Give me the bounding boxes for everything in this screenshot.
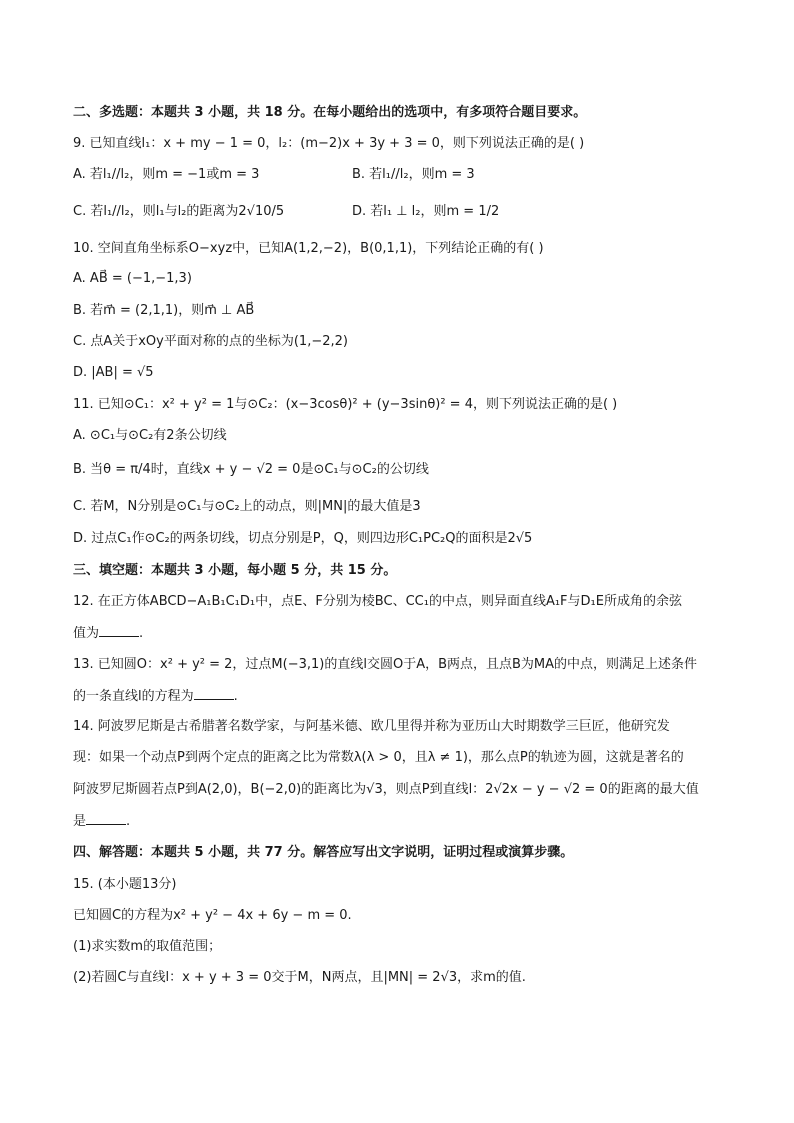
question-9-option-b: B. 若l₁//l₂，则m = 3 (352, 167, 475, 182)
question-15-stem: 已知圆C的方程为x² + y² − 4x + 6y − m = 0. (73, 908, 352, 923)
question-12-line-2 (73, 624, 143, 643)
section-multi-choice: 二、多选题：本题共 3 小题，共 18 分。在每小题给出的选项中，有多项符合题目要求。 (73, 105, 587, 120)
question-15-head: 15. (本小题13分) (73, 877, 177, 892)
question-14-line-2: 现：如果一个动点P到两个定点的距离之比为常数λ(λ > 0，且λ ≠ 1)，那么点P的轨迹为圆，这就是著名的 (73, 750, 684, 765)
question-10-option-c: C. 点A关于xOy平面对称的点的坐标为(1,−2,2) (73, 334, 348, 349)
question-10-stem: 10. 空间直角坐标系O−xyz中，已知A(1,2,−2)，B(0,1,1)，下列结论正确的有( ) (73, 241, 544, 256)
question-14-line-1: 14. 阿波罗尼斯是古希腊著名数学家，与阿基米德、欧几里得并称为亚历山大时期数学三巨匠，他研究发 (73, 719, 670, 734)
question-10-option-d: D. |AB| = √5 (73, 365, 154, 380)
question-11-option-c: C. 若M，N分别是⊙C₁与⊙C₂上的动点，则|MN|的最大值是3 (73, 499, 421, 514)
period: . (126, 814, 131, 829)
answer-blank-13 (194, 687, 234, 700)
question-14-answer-prefix: 是 (73, 814, 87, 829)
question-13-line-1: 13. 已知圆O：x² + y² = 2，过点M(−3,1)的直线l交圆O于A，B两点，且点B为MA的中点，则满足上述条件 (73, 657, 698, 672)
question-11-option-a: A. ⊙C₁与⊙C₂有2条公切线 (73, 428, 227, 443)
question-15-part-2: (2)若圆C与直线l：x + y + 3 = 0交于M，N两点，且|MN| = 2√3，求m的值. (73, 970, 526, 985)
question-13-answer-prefix: 的一条直线l的方程为 (73, 689, 194, 704)
question-14-line-3: 阿波罗尼斯圆若点P到A(2,0)，B(−2,0)的距离比为√3，则点P到直线l：2√2x − y − √2 = 0的距离的最大值 (73, 782, 699, 797)
question-14-line-4 (73, 812, 130, 831)
section-fill-blank: 三、填空题：本题共 3 小题，每小题 5 分，共 15 分。 (73, 563, 397, 578)
question-9-option-c: C. 若l₁//l₂，则l₁与l₂的距离为2√10/5 (73, 204, 285, 219)
answer-blank-14 (86, 812, 126, 825)
question-11-option-b: B. 当θ = π/4时，直线x + y − √2 = 0是⊙C₁与⊙C₂的公切线 (73, 462, 429, 477)
question-11-option-d: D. 过点C₁作⊙C₂的两条切线，切点分别是P，Q，则四边形C₁PC₂Q的面积是2√5 (73, 531, 533, 546)
question-9-option-a: A. 若l₁//l₂，则m = −1或m = 3 (73, 167, 260, 182)
question-9-stem: 9. 已知直线l₁：x + my − 1 = 0，l₂：(m−2)x + 3y + 3 = 0，则下列说法正确的是( ) (73, 136, 585, 151)
question-15-part-1: (1)求实数m的取值范围； (73, 939, 222, 954)
question-12-line-1: 12. 在正方体ABCD−A₁B₁C₁D₁中，点E、F分别为棱BC、CC₁的中点，则异面直线A₁F与D₁E所成角的余弦 (73, 594, 682, 609)
question-13-line-2 (73, 687, 238, 706)
question-11-stem: 11. 已知⊙C₁：x² + y² = 1与⊙C₂：(x−3cosθ)² + (y−3sinθ)² = 4，则下列说法正确的是( ) (73, 397, 618, 412)
question-9-option-d: D. 若l₁ ⊥ l₂，则m = 1/2 (352, 204, 500, 219)
question-12-answer-prefix: 值为 (73, 626, 100, 641)
period: . (233, 689, 238, 704)
question-10-option-a: A. AB⃗ = (−1,−1,3) (73, 271, 192, 286)
question-10-option-b: B. 若m⃗ = (2,1,1)，则m⃗ ⊥ AB⃗ (73, 303, 255, 318)
period: . (139, 626, 144, 641)
answer-blank-12 (99, 624, 139, 637)
section-solve: 四、解答题：本题共 5 小题，共 77 分。解答应写出文字说明，证明过程或演算步骤。 (73, 845, 574, 860)
